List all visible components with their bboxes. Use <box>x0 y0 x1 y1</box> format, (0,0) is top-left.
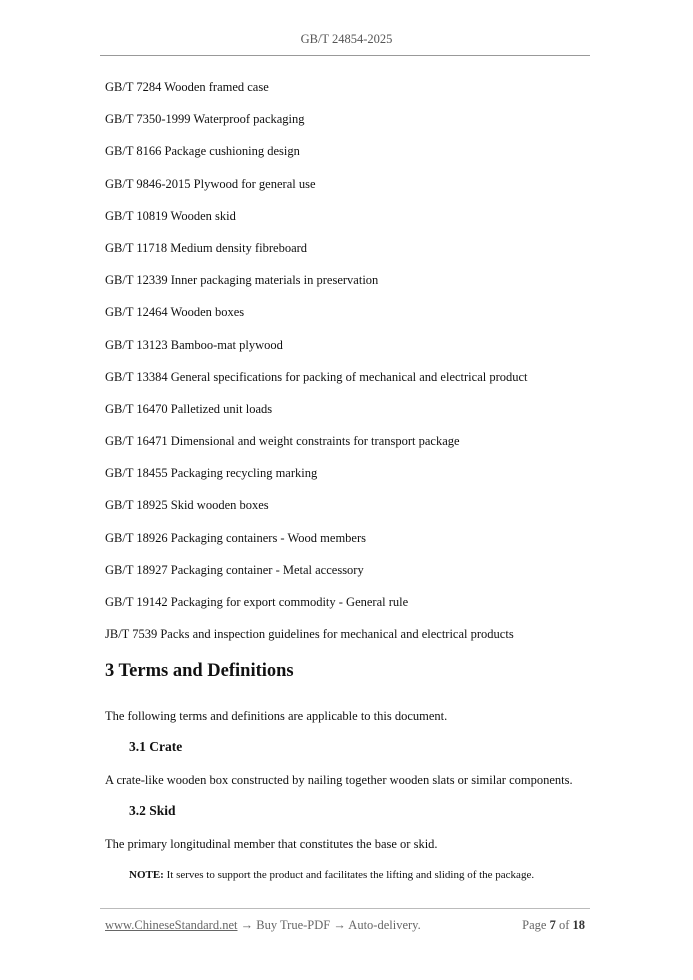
reference-item: GB/T 7284 Wooden framed case <box>105 80 269 94</box>
term-heading-skid: 3.2 Skid <box>129 803 176 818</box>
reference-item: GB/T 16471 Dimensional and weight constraints for transport package <box>105 434 460 449</box>
term-definition-skid: The primary longitudinal member that constitutes the base or skid. <box>105 837 438 851</box>
section-heading: 3 Terms and Definitions <box>105 661 294 681</box>
reference-item: GB/T 10819 Wooden skid <box>105 208 236 223</box>
reference-item: GB/T 11718 Medium density fibreboard <box>105 240 308 255</box>
reference-item: GB/T 13384 General specifications for packing of mechanical and electrical product <box>105 369 528 384</box>
page-label: Page <box>522 918 547 932</box>
page-number: 7 <box>549 918 556 932</box>
reference-item: GB/T 18455 Packaging recycling marking <box>105 466 318 481</box>
reference-item: JB/T 7539 Packs and inspection guidelines for mechanical and electrical products <box>105 627 514 642</box>
reference-item: GB/T 18927 Packaging container - Metal accessory <box>105 562 364 577</box>
header-divider <box>100 55 590 56</box>
website-link[interactable]: www.ChineseStandard.net <box>105 918 238 932</box>
footer-promo: → Buy True-PDF → Auto-delivery. <box>237 918 421 932</box>
page-header: GB/T 24854-2025 <box>300 32 393 46</box>
page-indicator <box>522 918 585 933</box>
term-definition-crate: A crate-like wooden box constructed by nailing together wooden slats or similar components. <box>105 773 573 787</box>
page-total: 18 <box>572 918 585 932</box>
section-intro: The following terms and definitions are applicable to this document. <box>105 709 448 723</box>
footer-divider <box>100 908 590 909</box>
term-heading-crate: 3.1 Crate <box>129 739 183 754</box>
note-paragraph <box>129 868 534 882</box>
reference-item: GB/T 9846-2015 Plywood for general use <box>105 176 316 191</box>
reference-item: GB/T 18926 Packaging containers - Wood members <box>105 530 366 545</box>
page-footer <box>105 918 585 933</box>
reference-item: GB/T 13123 Bamboo-mat plywood <box>105 337 283 352</box>
reference-item: GB/T 12339 Inner packaging materials in preservation <box>105 273 379 288</box>
reference-item: GB/T 18925 Skid wooden boxes <box>105 498 269 513</box>
reference-item: GB/T 16470 Palletized unit loads <box>105 401 273 416</box>
note-label: NOTE: <box>129 869 164 881</box>
reference-item: GB/T 8166 Package cushioning design <box>105 144 300 159</box>
normative-references-list <box>105 79 528 658</box>
reference-item: GB/T 19142 Packaging for export commodity - General rule <box>105 595 409 609</box>
reference-item: GB/T 12464 Wooden boxes <box>105 305 245 320</box>
reference-item: GB/T 7350-1999 Waterproof packaging <box>105 112 305 127</box>
of-label: of <box>558 918 570 932</box>
note-text: It serves to support the product and facilitates the lifting and sliding of the package. <box>163 869 535 881</box>
